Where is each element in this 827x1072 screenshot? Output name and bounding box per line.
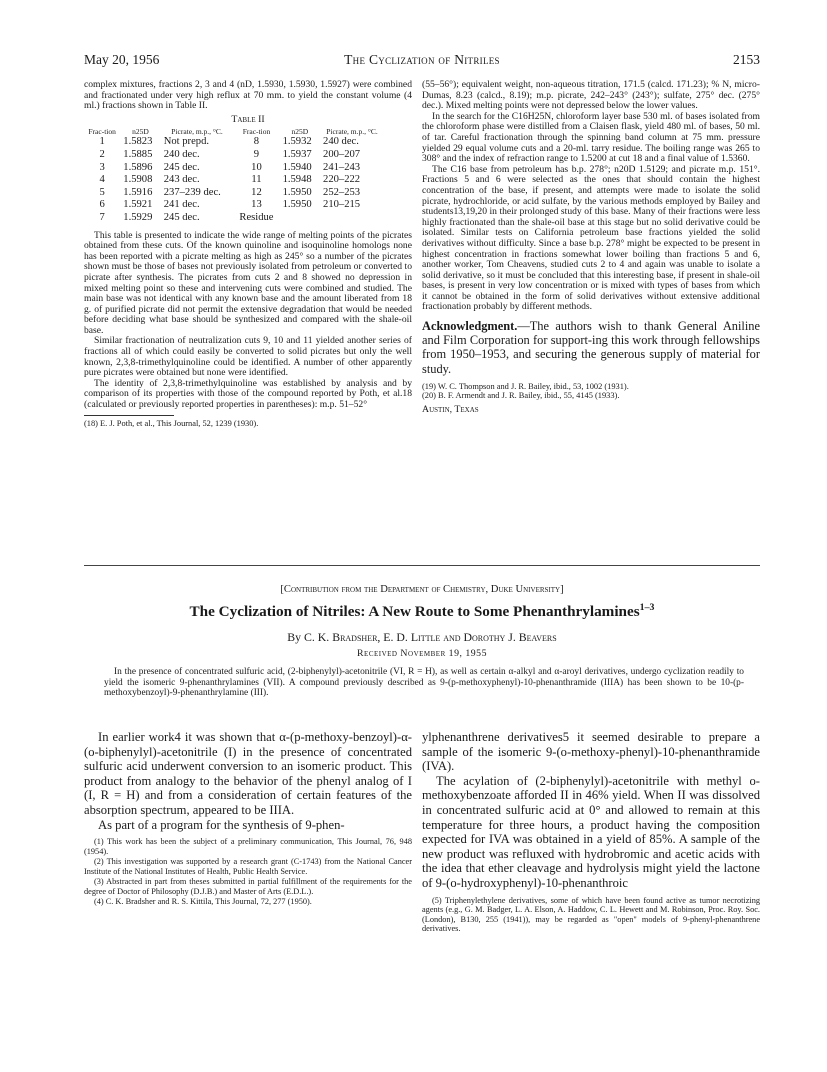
header-date: May 20, 1956 — [84, 52, 160, 67]
table-cell: Not prepd. — [163, 136, 210, 148]
table-cell: 5 — [99, 186, 105, 198]
table-cell: 210–215 — [323, 199, 361, 211]
table-cell: 245 dec. — [163, 211, 200, 223]
footnote-3: (3) Abstracted in part from theses submitted in partial fulfillment of the requirements for the degree of Doctor of Philosophy (D.J.B.) and Master of Arts (E.D.L.). — [84, 877, 412, 896]
header-title: The Cyclization of Nitriles — [344, 52, 500, 67]
footnote-19: (19) W. C. Thompson and J. R. Bailey, ibid., 53, 1002 (1931). — [422, 381, 629, 391]
article-title-text: The Cyclization of Nitriles: A New Route to Some Phenanthrylamines — [189, 603, 640, 620]
table-cell: 1.5916 — [123, 186, 153, 198]
table-column-header: n25D — [132, 127, 149, 137]
table-cell: 1.5940 — [282, 161, 312, 173]
table-row — [84, 187, 384, 200]
table-row — [84, 174, 384, 187]
footnote-4: (4) C. K. Bradsher and R. S. Kittila, This Journal, 72, 277 (1950). — [94, 897, 312, 907]
paragraph: In earlier work4 it was shown that α-(p-methoxy-benzoyl)-α-(o-biphenylyl)-acetonitrile (I) in the presence of concentrated sulfuric acid underwent conversion to an isomeric product. This product from analogy to the behavior of the phenyl analog of I (I, R = H) and from a consideration of certain features of the absorption spectrum, appeared to be IIIA. — [84, 730, 412, 817]
article-title — [84, 603, 760, 621]
table-cell: 200–207 — [323, 148, 361, 160]
footnote-5: (5) Triphenylethylene derivatives, some of which have been found active as tumor necrotizing agents (e.g., G. M. Badger, L. A. Elson, A. Haddow, C. L. Hewett and M. Robinson, Proc. Roy. Soc. (London), B130, 255 (1941)), may be regarded as "open" models of 9-phenyl-phenanthrene derivatives. — [422, 895, 760, 934]
paragraph: (55–56°); equivalent weight, non-aqueous titration, 171.5 (calcd. 171.23); % N, micro-Dumas, 8.23 (calcd., 8.19); m.p. picrate, 242–243° (243°); sulfate, 275° dec. (275° dec.). Mixed melting points were not depressed below the lower values. — [422, 79, 760, 112]
table-cell: 1.5950 — [282, 186, 312, 198]
footnotes — [422, 896, 760, 934]
contribution-line: [Contribution from the Department of Chemistry, Duke University] — [280, 584, 564, 595]
table-cell: 9 — [253, 148, 260, 160]
table-cell: 13 — [251, 199, 262, 211]
table-cell: 1.5948 — [282, 174, 312, 186]
page-number: 2153 — [733, 52, 760, 67]
table-cell: Residue — [239, 211, 274, 223]
table-cell — [280, 212, 320, 225]
table-column-header: Picrate, m.p., °C. — [326, 127, 378, 137]
signature-location: Austin, Texas — [422, 404, 479, 416]
table-cell: 1 — [99, 136, 105, 148]
table-cell: 1.5885 — [123, 148, 153, 160]
by-label: By — [287, 630, 302, 644]
footnote-1: (1) This work has been the subject of a preliminary communication, This Journal, 76, 948 (1954). — [84, 837, 412, 856]
table-row — [84, 136, 384, 149]
table-cell: 12 — [251, 186, 262, 198]
authors-line — [84, 630, 760, 645]
paragraph: The identity of 2,3,8-trimethylquinoline was established by analysis and by comparison of its properties with those of the compound reported by Poth, et al.18 (calculated or previously reported properties in parentheses): m.p. 51–52° — [84, 377, 412, 411]
table-row — [84, 199, 384, 212]
paragraph: The acylation of (2-biphenylyl)-acetonitrile with methyl o-methoxybenzoate afforded II in 46% yield. When II was dissolved in concentrated sulfuric acid at 0° and allowed to remain at this temperature for three hours, a product having the composition expected for IVA was obtained in a yield of 85%. A sample of the new product was refluxed with hydrobromic and acetic acids with the idea that ether cleavage and hydrolysis might yield the lactone of 9-(o-hydroxyphenyl)-10-phenanthroic — [422, 773, 760, 890]
table-cell: 1.5932 — [282, 136, 312, 148]
table-ii — [84, 128, 384, 224]
table-cell: 1.5950 — [282, 199, 312, 211]
paragraph: The C16 base from petroleum has b.p. 278°; n20D 1.5129; and picrate m.p. 151°. Fractions 5 and 6 were selected as the ones that should contain the highest concentration of the base, if present, and attempts were made to isolate the solid picrate, hydrochloride, or acid sulfate, by the various methods employed by Bailey and students13,19,20 in their prolonged study of this base. Many of their fractions were less highly fractionated than the shale-oil base at this stage but no solid derivative could be isolated. Similar tests on California petroleum base fractions yielded the solid derivatives without difficulty. Since a base b.p. 278° might be expected to be present in highest concentration in fractions somewhat lower boiling than fractions 5 and 6, another worker, Tom Cheavens, studied cuts 2 to 4 and again was unable to isolate a solid derivative, so it must be concluded that this interesting base, if present in shale-oil bases, is present in very low concentration or is mixed with types of bases from which it cannot be obtained in the form of solid derivatives without extensive additional fractionation probably by different methods. — [422, 163, 760, 313]
table-column-header: n25D — [291, 127, 309, 137]
table-cell: 6 — [99, 199, 105, 211]
table-cell — [320, 212, 384, 225]
table-cell: 1.5921 — [123, 199, 153, 211]
acknowledgment — [422, 319, 760, 376]
table-cell: 241 dec. — [163, 199, 200, 211]
paragraph: As part of a program for the synthesis of 9-phen- — [98, 817, 345, 832]
footnote-20: (20) B. F. Armendt and J. R. Bailey, ibid., 55, 4145 (1933). — [422, 391, 620, 401]
table-title: Table II — [231, 113, 265, 125]
table-column-header: Frac-tion — [88, 127, 116, 137]
table-row — [84, 212, 384, 225]
table-cell: 252–253 — [323, 186, 361, 198]
table-cell: 241–243 — [323, 161, 361, 173]
article-right-column — [422, 730, 760, 935]
section-divider — [84, 565, 760, 566]
table-cell: 243 dec. — [163, 174, 200, 186]
footnote-rule — [84, 415, 174, 416]
upper-left-column — [84, 80, 412, 428]
table-cell: 2 — [99, 148, 105, 160]
table-cell: 237–239 dec. — [163, 186, 221, 198]
paragraph: Similar fractionation of neutralization cuts 9, 10 and 11 yielded another series of fractions all of which could easily be converted to solid picrates but only the well known, 2,3,8-trimethylquinoline could be identified. A number of other apparently pure picrates were obtained but none were identified. — [84, 335, 412, 379]
table-cell: 1.5908 — [123, 174, 153, 186]
table-cell: 11 — [251, 174, 262, 186]
table-row — [84, 162, 384, 175]
table-cell: 1.5929 — [123, 211, 153, 223]
table-cell: 7 — [99, 211, 105, 223]
table-column-header: Picrate, m.p., °C. — [171, 127, 223, 137]
table-header-row — [84, 128, 384, 136]
running-head — [84, 52, 760, 70]
acknowledgment-label: Acknowledgment. — [422, 319, 518, 334]
table-cell: 3 — [99, 161, 105, 173]
table-cell: 220–222 — [323, 174, 361, 186]
table-cell: 1.5823 — [123, 136, 153, 148]
upper-right-column — [422, 80, 760, 416]
received-date: Received November 19, 1955 — [357, 648, 487, 659]
table-cell: 240 dec. — [163, 148, 200, 160]
table-cell: 245 dec. — [163, 161, 200, 173]
table-cell: 4 — [99, 174, 105, 186]
paragraph: In the search for the C16H25N, chloroform layer base 530 ml. of bases isolated from the chloroform phase were distilled from a Claisen flask, yield 480 ml. of bases, 50 ml. of tar. Careful fractionation through the spinning band column at 75 mm. pressure yielded 29 equal volume cuts and a 20-ml. tarry residue. The boiling range was 265 to 308° and the index of refraction range to 1.5200 at cut 18 and a final value of 1.5360. — [422, 110, 760, 165]
paragraph: ylphenanthrene derivatives5 it seemed desirable to prepare a sample of the isomeric 9-(o-methoxy-phenyl)-10-phenanthramide (IVA). — [422, 730, 760, 774]
table-cell: 1.5896 — [123, 161, 153, 173]
footnote-2: (2) This investigation was supported by a research grant (C-1743) from the National Cancer Institute of the National Institutes of Health, Public Health Service. — [84, 857, 412, 876]
paragraph: complex mixtures, fractions 2, 3 and 4 (nD, 1.5930, 1.5930, 1.5927) were combined and fractionated under very high reflux at 70 mm. to yield the constant volume (4 ml.) fractions shown in Table II. — [84, 79, 412, 112]
table-row — [84, 149, 384, 162]
table-cell: 8 — [253, 136, 260, 148]
acknowledgment-text: —The authors wish to thank General Aniline and Film Corporation for support-ing this work through fellowships from 1950–1953, and securing the generous supply of material for study. — [422, 319, 760, 376]
table-cell: 10 — [251, 161, 262, 173]
footnotes — [84, 837, 412, 907]
paragraph: This table is presented to indicate the wide range of melting points of the picrates obtained from these cuts. Of the known quinoline and isoquinoline homologs none has been reported with a picrate melting as high as 245° so a number of the picrates shown must be those of bases not previously isolated from petroleum or converted to picrate after synthesis. The picrates from cuts 2 and 8 showed no depression in mixed melting point so these and intervening cuts were combined and studied. The main base was not identical with any known base and the amount liberated from 18 g. of purified picrate did not permit the extensive degradation that would be needed before deciding what base should be synthesized and compared with the shale-oil base. — [84, 229, 412, 336]
title-footnote-marks: 1–3 — [639, 601, 655, 613]
article-left-column — [84, 730, 412, 908]
table-cell: 240 dec. — [323, 136, 359, 148]
table-column-header: Frac-tion — [242, 127, 271, 137]
abstract: In the presence of concentrated sulfuric acid, (2-biphenylyl)-acetonitrile (VI, R = H), as well as certain α-alkyl and α-aroyl derivatives, undergo cyclization readily to yield the isomeric 9-phenanthrylamines (VII). A compound previously described as 9-(p-methoxyphenyl)-10-phenanthramide (IIIA) has been shown to be 10-(p-methoxybenzoyl)-9-phenanthrylamine (III). — [104, 667, 744, 698]
table-cell: 1.5937 — [282, 148, 312, 160]
footnote-18: (18) E. J. Poth, et al., This Journal, 52, 1239 (1930). — [84, 418, 259, 428]
authors: C. K. Bradsher, E. D. Little and Dorothy J. Beavers — [304, 630, 557, 644]
